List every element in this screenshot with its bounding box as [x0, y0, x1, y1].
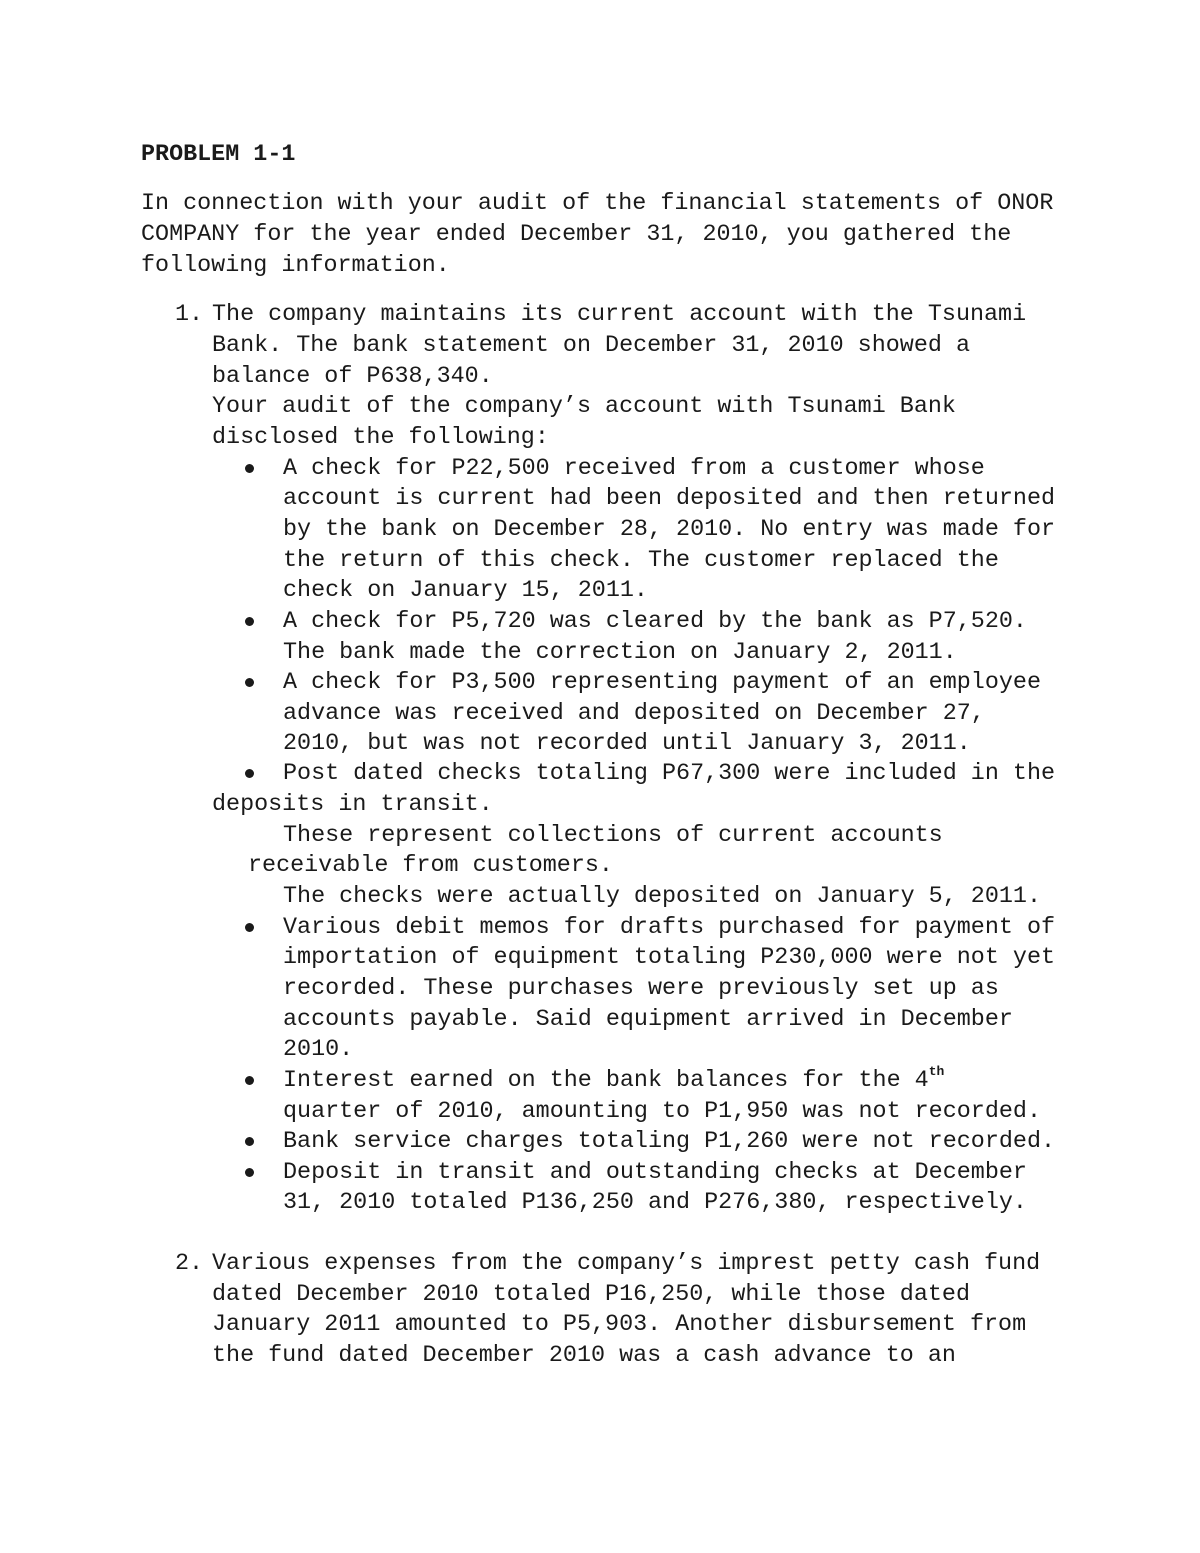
bullet-8-line: Deposit in transit and outstanding checks at December	[283, 1160, 1027, 1186]
item-2-line: Various expenses from the company’s imprest petty cash fund	[212, 1251, 1041, 1277]
bullet-2-line: The bank made the correction on January 2, 2011.	[283, 640, 957, 666]
item-1-line: disclosed the following:	[212, 425, 549, 451]
item-2-line: the fund dated December 2010 was a cash advance to an	[212, 1343, 956, 1369]
bullet-5-line: recorded. These purchases were previously set up as	[283, 976, 999, 1002]
bullet-1-line: check on January 15, 2011.	[283, 578, 648, 604]
bullet-6-line	[283, 1064, 945, 1095]
bullet-icon	[245, 923, 254, 932]
bullet-8-line: 31, 2010 totaled P136,250 and P276,380, respectively.	[283, 1190, 1027, 1216]
bullet-1-line: A check for P22,500 received from a customer whose	[283, 456, 985, 482]
item-1-line: The company maintains its current account with the Tsunami	[212, 302, 1027, 328]
bullet-1-line: account is current had been deposited and then returned	[283, 486, 1056, 512]
bullet-icon	[245, 678, 254, 687]
bullet-icon	[245, 769, 254, 778]
bullet-6-line: quarter of 2010, amounting to P1,950 was not recorded.	[283, 1099, 1041, 1125]
bullet-3-line: advance was received and deposited on December 27,	[283, 701, 985, 727]
bullet-5-line: accounts payable. Said equipment arrived in December	[283, 1007, 1013, 1033]
item-2-line: January 2011 amounted to P5,903. Another disbursement from	[212, 1312, 1027, 1338]
bullet-5-line: importation of equipment totaling P230,000 were not yet	[283, 945, 1056, 971]
intro-line: In connection with your audit of the financial statements of ONOR	[141, 191, 1054, 217]
intro-line: following information.	[141, 253, 450, 279]
item-1-number: 1.	[175, 302, 204, 328]
bullet-3-line: 2010, but was not recorded until January 3, 2011.	[283, 731, 971, 757]
bullet-2-line: A check for P5,720 was cleared by the bank as P7,520.	[283, 609, 1027, 635]
bullet-5-line: Various debit memos for drafts purchased for payment of	[283, 915, 1056, 941]
bullet-1-line: the return of this check. The customer replaced the	[283, 548, 999, 574]
item-1-line: Bank. The bank statement on December 31, 2010 showed a	[212, 333, 970, 359]
item-1-line: Your audit of the company’s account with Tsunami Bank	[212, 394, 956, 420]
bullet-4-line: Post dated checks totaling P67,300 were included in the	[283, 761, 1056, 787]
bullet-icon	[245, 617, 254, 626]
bullet-icon	[245, 464, 254, 473]
item-2-line: dated December 2010 totaled P16,250, while those dated	[212, 1282, 970, 1308]
bullet-4-line: receivable from customers.	[248, 853, 613, 879]
bullet-icon	[245, 1076, 254, 1085]
bullet-1-line: by the bank on December 28, 2010. No entry was made for	[283, 517, 1056, 543]
bullet-icon	[245, 1168, 254, 1177]
bullet-3-line: A check for P3,500 representing payment of an employee	[283, 670, 1041, 696]
item-2-number: 2.	[175, 1251, 204, 1277]
bullet-7-line: Bank service charges totaling P1,260 were not recorded.	[283, 1129, 1056, 1155]
problem-title: PROBLEM 1-1	[141, 142, 296, 168]
intro-line: COMPANY for the year ended December 31, 2010, you gathered the	[141, 222, 1012, 248]
item-1-line: balance of P638,340.	[212, 364, 493, 390]
bullet-4-line: deposits in transit.	[212, 792, 493, 818]
bullet-5-line: 2010.	[283, 1037, 354, 1063]
bullet-4-line: These represent collections of current accounts	[283, 823, 943, 849]
bullet-icon	[245, 1137, 254, 1146]
ordinal-superscript: th	[928, 1064, 945, 1080]
bullet-6-text: Interest earned on the bank balances for the 4	[283, 1068, 929, 1094]
bullet-4-line: The checks were actually deposited on January 5, 2011.	[283, 884, 1041, 910]
